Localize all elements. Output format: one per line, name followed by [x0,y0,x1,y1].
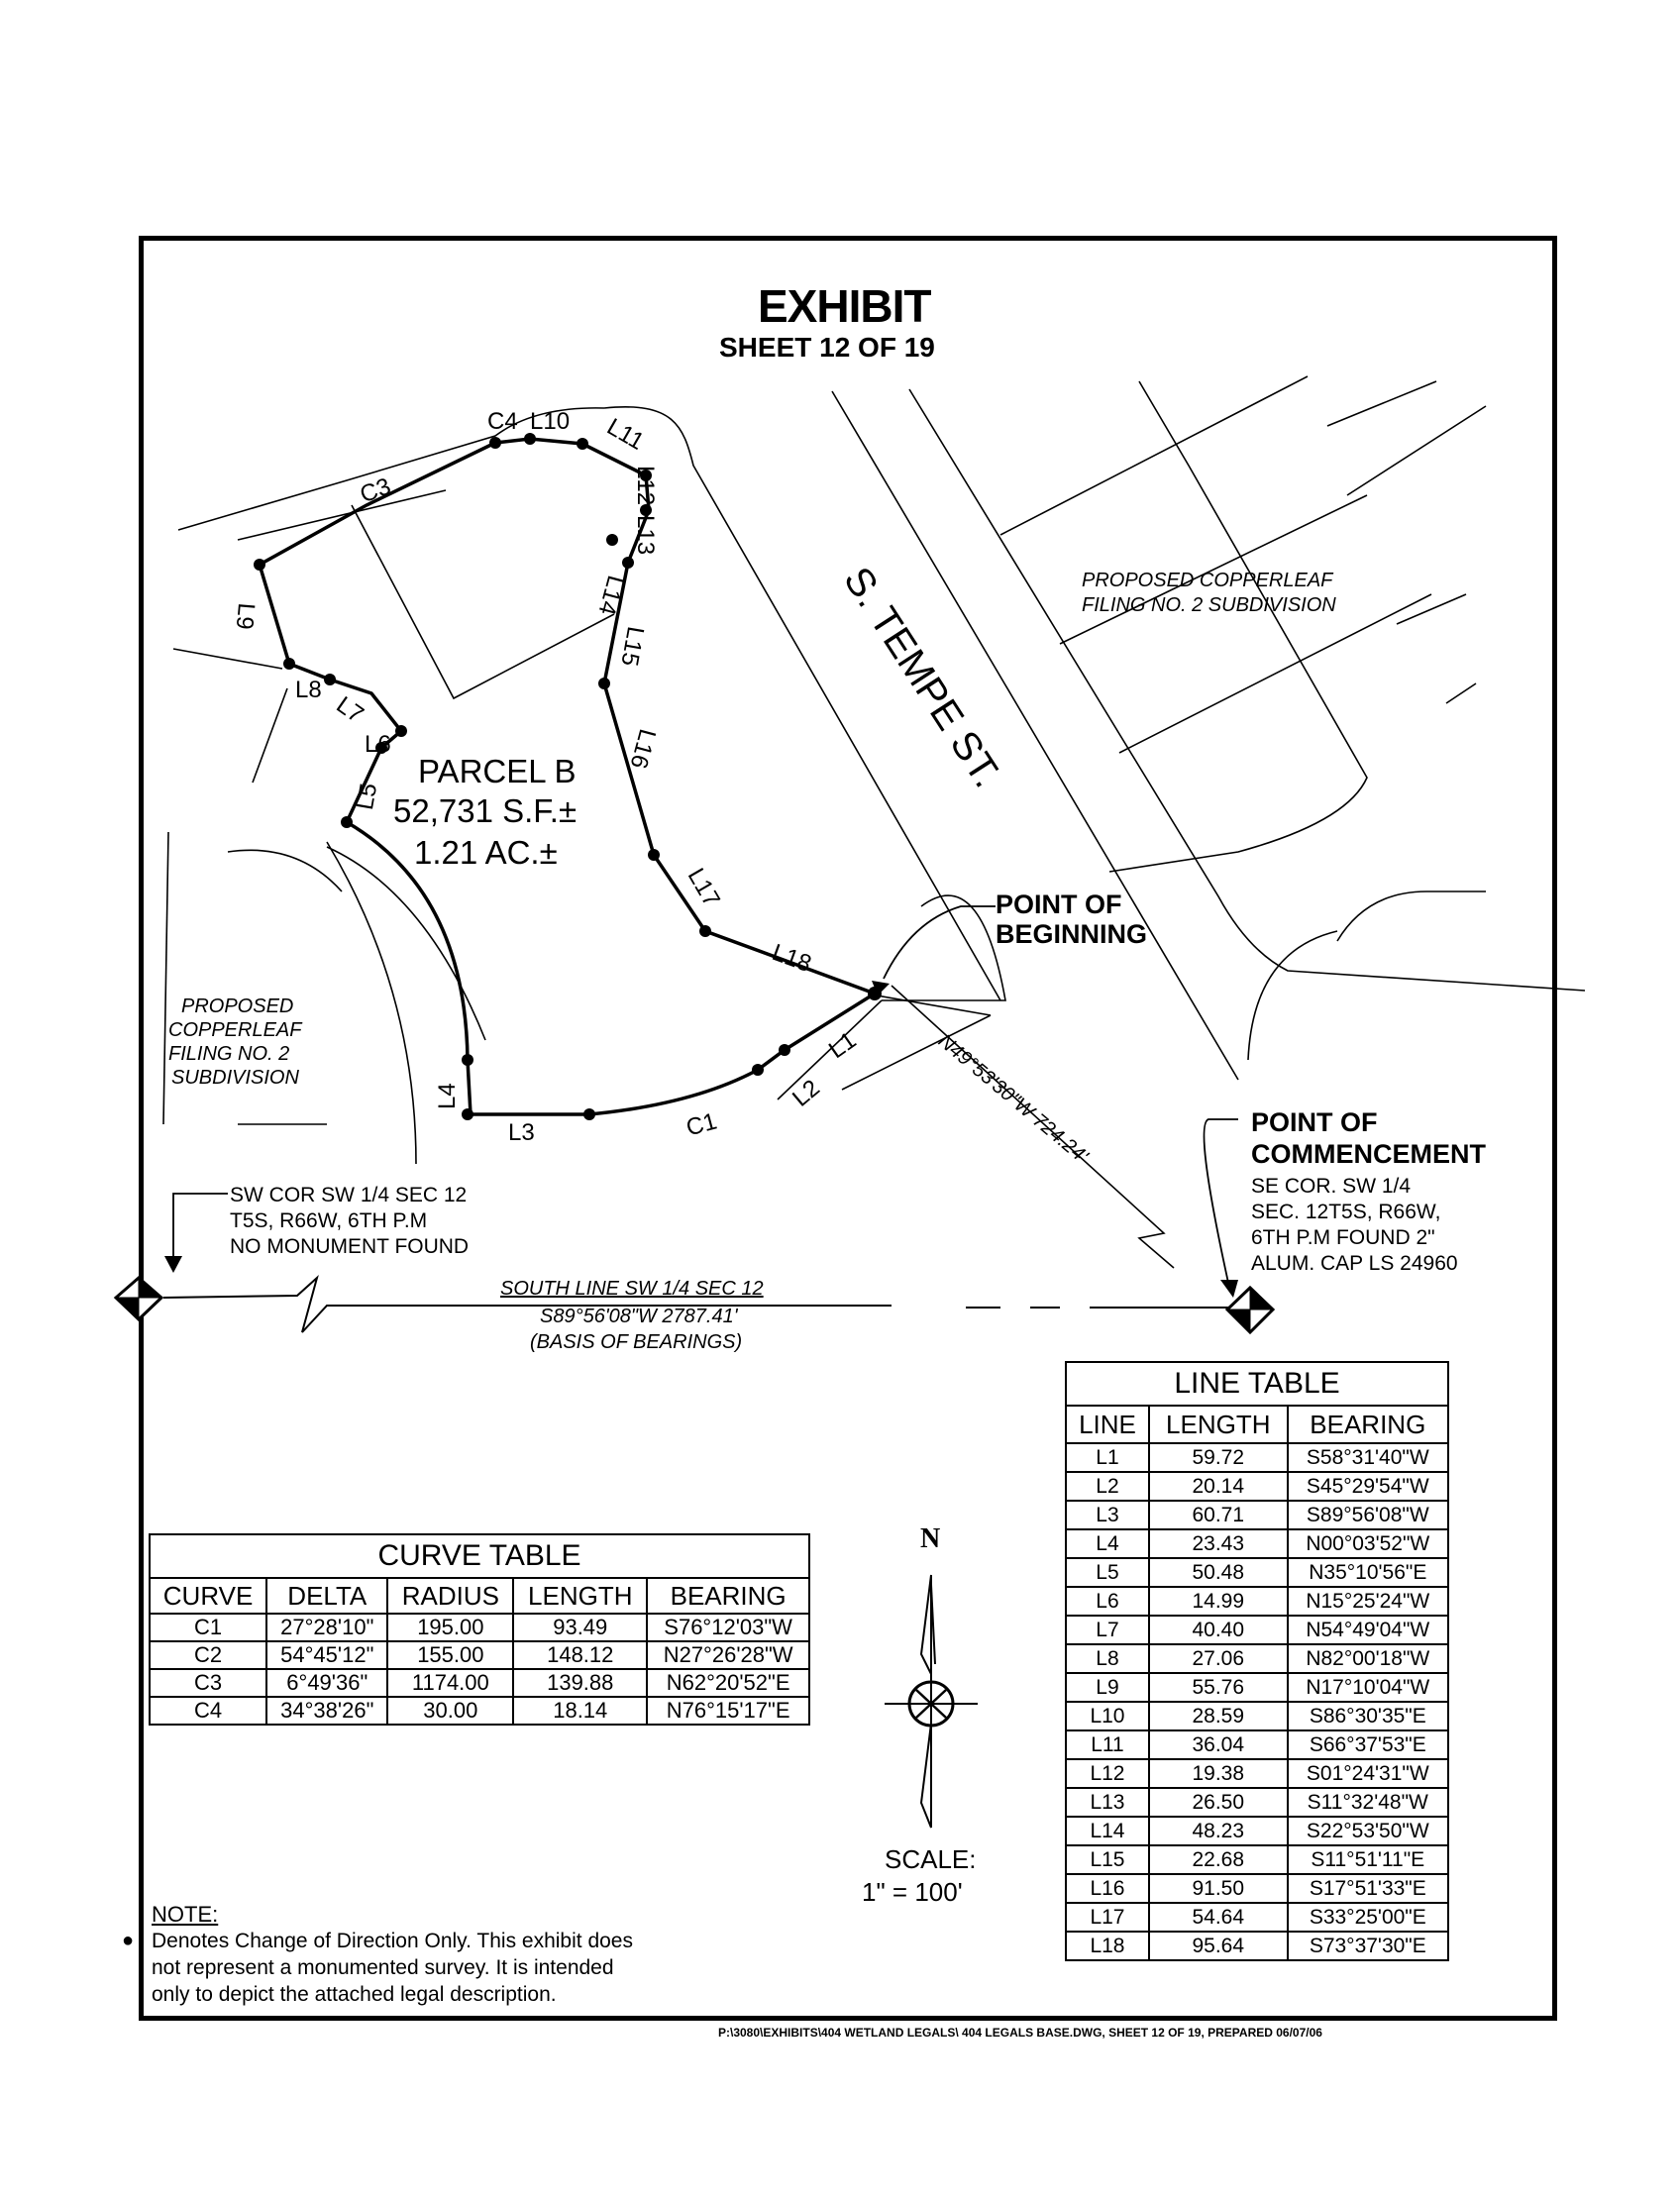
poc-line1: POINT OF [1251,1107,1378,1137]
segment-label-l5: L5 [352,781,383,812]
segment-label-l3: L3 [508,1119,535,1146]
note-line-3: only to depict the attached legal description. [152,1983,557,2006]
table-row [1066,1673,1448,1702]
table-row [1066,1616,1448,1644]
table-row [1066,1644,1448,1673]
subdivision-left-line4: SUBDIVISION [171,1067,299,1089]
table-row [150,1614,809,1641]
pob-line1: POINT OF [996,890,1122,919]
south-line-1: SOUTH LINE SW 1/4 SEC 12 [500,1278,764,1300]
table-row [1066,1443,1448,1472]
parcel-area-ac: 1.21 AC.± [414,834,558,871]
segment-label-l7: L7 [331,691,368,729]
south-line-2: S89°56'08"W 2787.41' [540,1306,738,1327]
table-row [150,1697,809,1725]
cell: N27°26'28"W [647,1641,809,1669]
table-row [1066,1845,1448,1874]
cell: 23.43 [1149,1529,1288,1558]
cell: S11°32'48"W [1288,1788,1448,1817]
cell: 54.64 [1149,1903,1288,1932]
line-header: LENGTH [1149,1406,1288,1443]
tie-line-label: N49°53'30"W 724.24' [933,1030,1093,1168]
poc-detail-2: SEC. 12T5S, R66W, [1251,1201,1441,1223]
line-header: LINE [1066,1406,1149,1443]
curve-table [149,1533,810,1726]
cell: 28.59 [1149,1702,1288,1730]
cell: S76°12'03"W [647,1614,809,1641]
cell: 6°49'36" [266,1669,387,1697]
cell: 18.14 [513,1697,647,1725]
table-row [1066,1932,1448,1960]
cell: 36.04 [1149,1730,1288,1759]
cell: L12 [1066,1759,1149,1788]
cell: L18 [1066,1932,1149,1960]
cell: 22.68 [1149,1845,1288,1874]
segment-label-l11: L11 [602,413,649,456]
cell: L4 [1066,1529,1149,1558]
poc-detail-4: ALUM. CAP LS 24960 [1251,1252,1458,1275]
cell: 50.48 [1149,1558,1288,1587]
cell: 155.00 [387,1641,513,1669]
cell: 59.72 [1149,1443,1288,1472]
subdivision-right-line2: FILING NO. 2 SUBDIVISION [1082,594,1336,616]
table-row [1066,1558,1448,1587]
subdivision-left-line2: COPPERLEAF [168,1019,302,1041]
table-row [1066,1788,1448,1817]
cell: S58°31'40"W [1288,1443,1448,1472]
bullet-dot-icon: ● [122,1930,135,1951]
cell: C1 [150,1614,266,1641]
cell: L16 [1066,1874,1149,1903]
segment-label-l1: L1 [824,1026,862,1065]
cell: L13 [1066,1788,1149,1817]
poc-detail-1: SE COR. SW 1/4 [1251,1175,1412,1198]
table-row [1066,1472,1448,1501]
exhibit-title: EXHIBIT [758,280,931,332]
cell: 27°28'10" [266,1614,387,1641]
table-row [1066,1817,1448,1845]
subdivision-right-line1: PROPOSED COPPERLEAF [1082,570,1333,591]
cell: 55.76 [1149,1673,1288,1702]
cell: L17 [1066,1903,1149,1932]
cell: N76°15'17"E [647,1697,809,1725]
cell: L2 [1066,1472,1149,1501]
parcel-name: PARCEL B [418,753,577,789]
segment-label-l16: L16 [624,726,661,772]
sw-corner-1: SW COR SW 1/4 SEC 12 [230,1184,468,1206]
cell: C4 [150,1697,266,1725]
curve-header: CURVE [150,1578,266,1614]
segment-label-l9: L9 [230,601,260,631]
cell: S01°24'31"W [1288,1759,1448,1788]
cell: 1174.00 [387,1669,513,1697]
sw-corner-3: NO MONUMENT FOUND [230,1235,470,1258]
poc-detail-3: 6TH P.M FOUND 2" [1251,1226,1435,1249]
note-line-1: Denotes Change of Direction Only. This exhibit does [152,1930,633,1952]
segment-label-l8: L8 [295,677,322,703]
cell: 48.23 [1149,1817,1288,1845]
cell: L10 [1066,1702,1149,1730]
poc-line2: COMMENCEMENT [1251,1139,1486,1169]
subdivision-left-line3: FILING NO. 2 [168,1043,290,1065]
subdivision-left-line1: PROPOSED [181,995,294,1017]
curve-header: DELTA [266,1578,387,1614]
cell: L6 [1066,1587,1149,1616]
cell: S22°53'50"W [1288,1817,1448,1845]
cell: 95.64 [1149,1932,1288,1960]
segment-label-l2: L2 [788,1074,825,1112]
cell: S11°51'11"E [1288,1845,1448,1874]
cell: L9 [1066,1673,1149,1702]
segment-label-c1: C1 [682,1107,720,1142]
cell: 139.88 [513,1669,647,1697]
note-line-2: not represent a monumented survey. It is intended [152,1956,614,1979]
table-row [1066,1501,1448,1529]
cell: L3 [1066,1501,1149,1529]
table-row [150,1669,809,1697]
parcel-area-sf: 52,731 S.F.± [393,792,578,829]
line-header: BEARING [1288,1406,1448,1443]
cell: C2 [150,1641,266,1669]
segment-label-c4: C4 [487,408,518,435]
cell: L5 [1066,1558,1149,1587]
segment-label-l14: L14 [592,573,629,618]
cell: 60.71 [1149,1501,1288,1529]
cell: 30.00 [387,1697,513,1725]
cell: S86°30'35"E [1288,1702,1448,1730]
table-row [1066,1702,1448,1730]
scale-value: 1" = 100' [862,1877,963,1907]
segment-label-c3: C3 [357,472,395,509]
cell: C3 [150,1669,266,1697]
pob-line2: BEGINNING [996,919,1148,949]
segment-label-l12: L12 [632,466,659,506]
cell: S33°25'00"E [1288,1903,1448,1932]
curve-header: RADIUS [387,1578,513,1614]
segment-label-l17: L17 [682,864,726,912]
table-row [150,1641,809,1669]
table-row [1066,1874,1448,1903]
cell: N17°10'04"W [1288,1673,1448,1702]
segment-label-l13: L13 [632,515,659,556]
segment-label-l4: L4 [434,1083,461,1109]
line-table-title: LINE TABLE [1065,1361,1449,1405]
table-row [1066,1730,1448,1759]
cell: L1 [1066,1443,1149,1472]
cell: 91.50 [1149,1874,1288,1903]
street-name: S. TEMPE ST. [835,560,1009,795]
scale-label: SCALE: [885,1844,977,1874]
table-row [1066,1903,1448,1932]
cell: L7 [1066,1616,1149,1644]
sw-corner-2: T5S, R66W, 6TH P.M [230,1209,428,1232]
curve-header: BEARING [647,1578,809,1614]
cell: 148.12 [513,1641,647,1669]
line-table [1065,1361,1449,1961]
note-title: NOTE: [152,1902,219,1927]
north-letter: N [920,1523,941,1554]
table-row [1066,1529,1448,1558]
sheet-number: SHEET 12 OF 19 [719,332,935,363]
table-row [1066,1587,1448,1616]
cell: S66°37'53"E [1288,1730,1448,1759]
cell: 19.38 [1149,1759,1288,1788]
south-line-3: (BASIS OF BEARINGS) [530,1331,743,1353]
curve-header: LENGTH [513,1578,647,1614]
cell: L15 [1066,1845,1149,1874]
cell: N15°25'24"W [1288,1587,1448,1616]
cell: 40.40 [1149,1616,1288,1644]
cell: S17°51'33"E [1288,1874,1448,1903]
segment-label-l10: L10 [530,408,571,435]
cell: S45°29'54"W [1288,1472,1448,1501]
cell: 54°45'12" [266,1641,387,1669]
cell: L14 [1066,1817,1149,1845]
cell: N82°00'18"W [1288,1644,1448,1673]
cell: 93.49 [513,1614,647,1641]
cell: N62°20'52"E [647,1669,809,1697]
segment-label-l18: L18 [768,939,815,979]
curve-table-title: CURVE TABLE [149,1533,810,1577]
cell: 26.50 [1149,1788,1288,1817]
cell: S89°56'08"W [1288,1501,1448,1529]
cell: L11 [1066,1730,1149,1759]
cell: N35°10'56"E [1288,1558,1448,1587]
cell: 20.14 [1149,1472,1288,1501]
cell: 34°38'26" [266,1697,387,1725]
segment-label-l6: L6 [365,731,391,758]
monument-sw [116,1278,161,1319]
cell: 14.99 [1149,1587,1288,1616]
north-arrow-graphic [885,1575,978,1828]
cell: N00°03'52"W [1288,1529,1448,1558]
cell: N54°49'04"W [1288,1616,1448,1644]
segment-label-l15: L15 [615,624,649,669]
file-path-footer: P:\3080\EXHIBITS\404 WETLAND LEGALS\ 404 LEGALS BASE.DWG, SHEET 12 OF 19, PREPARED 06/07/06 [718,2026,1322,2040]
cell: L8 [1066,1644,1149,1673]
cell: S73°37'30"E [1288,1932,1448,1960]
cell: 27.06 [1149,1644,1288,1673]
cell: 195.00 [387,1614,513,1641]
table-row [1066,1759,1448,1788]
